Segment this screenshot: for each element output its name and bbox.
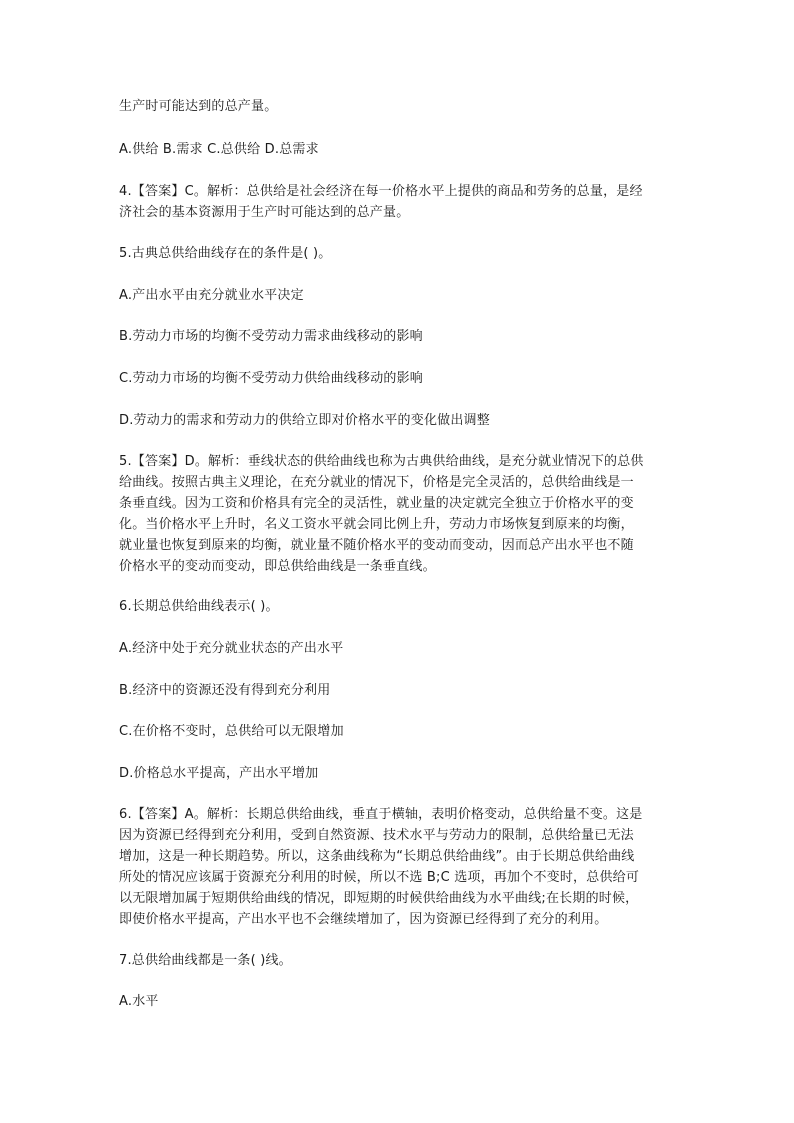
question-4-answer [119, 181, 679, 223]
question-7-option-a: A.水平 [119, 994, 159, 1009]
answer-line: 给曲线。按照古典主义理论，在充分就业的情况下，价格是完全灵活的，总供给曲线是一 [119, 475, 634, 490]
answer-line: 就业量也恢复到原来的均衡，就业量不随价格水平的变动而变动，因而总产出水平也不随 [119, 538, 634, 553]
answer-line: 6.【答案】A。解析：长期总供给曲线，垂直于横轴，表明价格变动，总供给量不变。这是 [119, 807, 643, 822]
answer-line: 济社会的基本资源用于生产时可能达到的总产量。 [119, 205, 410, 220]
answer-line: 增加，这是一种长期趋势。所以，这条曲线称为“长期总供给曲线”。由于长期总供给曲线 [119, 849, 635, 864]
answer-line: 即使价格水平提高，产出水平也不会继续增加了，因为资源已经得到了充分的利用。 [119, 912, 608, 927]
question-7-stem: 7.总供给曲线都是一条( )线。 [119, 953, 292, 968]
question-4-stem-continuation: 生产时可能达到的总产量。 [119, 99, 278, 114]
question-6-option-c: C.在价格不变时，总供给可以无限增加 [119, 724, 344, 739]
question-6-stem: 6.长期总供给曲线表示( )。 [119, 599, 279, 614]
answer-line: 5.【答案】D。解析：垂线状态的供给曲线也称为古典供给曲线，是充分就业情况下的总供 [119, 454, 644, 469]
question-5-stem: 5.古典总供给曲线存在的条件是( )。 [119, 246, 332, 261]
question-5-option-a: A.产出水平由充分就业水平决定 [119, 288, 304, 303]
answer-line: 所处的情况应该属于资源充分利用的时候，所以不选 B;C 选项，再加个不变时，总供给可 [119, 870, 640, 885]
question-5-answer [119, 451, 679, 577]
answer-line: 化。当价格水平上升时，名义工资水平就会同比例上升，劳动力市场恢复到原来的均衡， [119, 517, 634, 532]
answer-line: 条垂直线。因为工资和价格具有完全的灵活性，就业量的决定就完全独立于价格水平的变 [119, 496, 634, 511]
question-4-options: A.供给 B.需求 C.总供给 D.总需求 [119, 142, 319, 157]
question-6-option-a: A.经济中处于充分就业状态的产出水平 [119, 641, 344, 656]
answer-line: 4.【答案】C。解析：总供给是社会经济在每一价格水平上提供的商品和劳务的总量，是经 [119, 184, 643, 199]
question-6-option-b: B.经济中的资源还没有得到充分利用 [119, 683, 331, 698]
answer-line: 价格水平的变动而变动，即总供给曲线是一条垂直线。 [119, 559, 436, 574]
answer-line: 因为资源已经得到充分利用，受到自然资源、技术水平与劳动力的限制，总供给量已无法 [119, 828, 634, 843]
question-6-answer [119, 804, 679, 930]
question-5-option-d: D.劳动力的需求和劳动力的供给立即对价格水平的变化做出调整 [119, 413, 490, 428]
question-6-option-d: D.价格总水平提高，产出水平增加 [119, 766, 319, 781]
question-5-option-b: B.劳动力市场的均衡不受劳动力需求曲线移动的影响 [119, 329, 423, 344]
answer-line: 以无限增加属于短期供给曲线的情况，即短期的时候供给曲线为水平曲线;在长期的时候， [119, 891, 639, 906]
question-5-option-c: C.劳动力市场的均衡不受劳动力供给曲线移动的影响 [119, 371, 424, 386]
